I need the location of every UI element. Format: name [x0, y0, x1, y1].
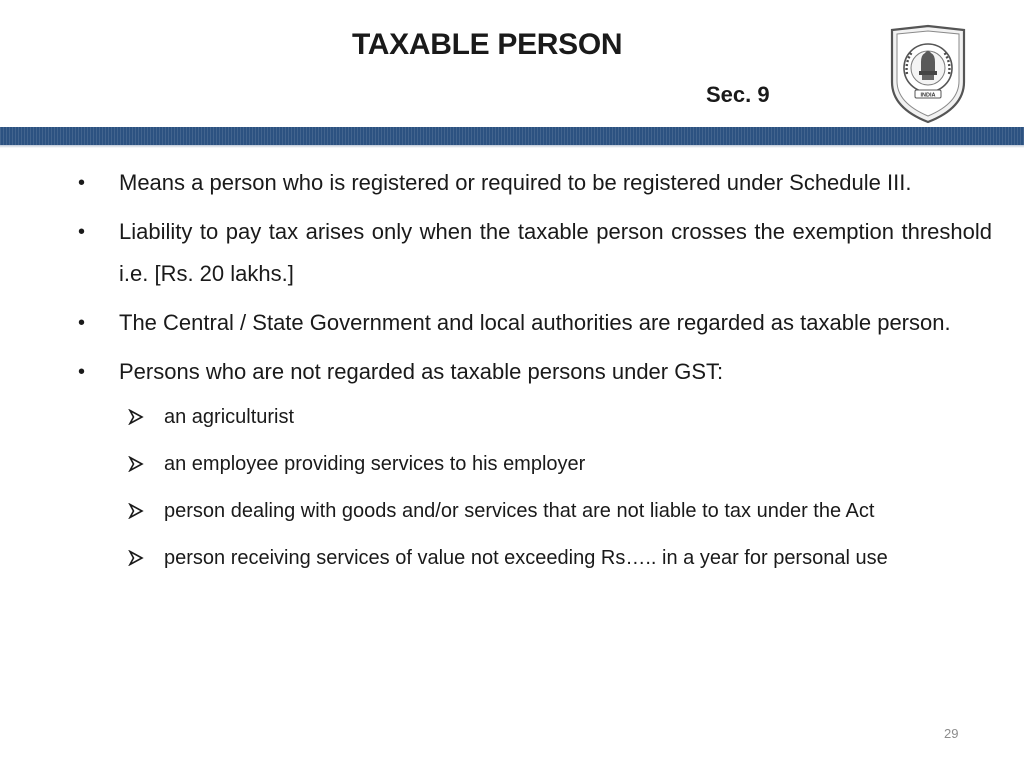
- sub-bullet-item: [122, 538, 992, 578]
- arrowhead-bullet-icon: [128, 409, 144, 425]
- emblem-abacus: [919, 71, 937, 75]
- arrowhead-bullet-icon: [128, 550, 144, 566]
- bullet-item: [78, 351, 992, 578]
- bullet-text: The Central / State Government and local authorities are regarded as taxable person.: [119, 310, 951, 335]
- bullet-marker: •: [78, 312, 86, 334]
- sub-bullet-item: [122, 444, 992, 484]
- sub-bullet-text: an agriculturist: [164, 406, 295, 428]
- national-emblem-shield-icon: [888, 24, 968, 124]
- sub-bullet-list: [119, 397, 992, 578]
- bullet-marker: •: [78, 172, 86, 194]
- emblem-base: [922, 75, 934, 80]
- sub-bullet-text: person receiving services of value not exceeding Rs….. in a year for personal use: [164, 547, 888, 569]
- sub-bullet-item: [122, 491, 992, 531]
- header-band: [0, 127, 1024, 145]
- sub-bullet-text: person dealing with goods and/or services that are not liable to tax under the Act: [164, 500, 875, 522]
- arrowhead-bullet-icon: [128, 503, 144, 519]
- bullet-marker: •: [78, 361, 86, 383]
- bullet-marker: •: [78, 221, 86, 243]
- header-band-shadow: [0, 145, 1024, 148]
- sub-bullet-text: an employee providing services to his employer: [164, 453, 586, 475]
- section-reference: Sec. 9: [706, 82, 770, 107]
- bullet-text: Liability to pay tax arises only when the taxable person crosses the exemption threshold i.e. [Rs. 20 lakhs.]: [119, 219, 992, 286]
- slide-title: TAXABLE PERSON: [352, 28, 623, 61]
- bullet-item: [78, 211, 992, 295]
- bullet-item: [78, 162, 992, 204]
- page-number: 29: [944, 726, 959, 741]
- arrowhead-bullet-icon: [128, 456, 144, 472]
- bullet-text: Means a person who is registered or required to be registered under Schedule III.: [119, 170, 912, 195]
- sub-bullet-item: [122, 397, 992, 437]
- bullet-item: [78, 302, 992, 344]
- emblem-ribbon-text: INDIA: [920, 92, 936, 99]
- bullet-text: Persons who are not regarded as taxable persons under GST:: [119, 359, 724, 384]
- bullet-list: [78, 162, 992, 585]
